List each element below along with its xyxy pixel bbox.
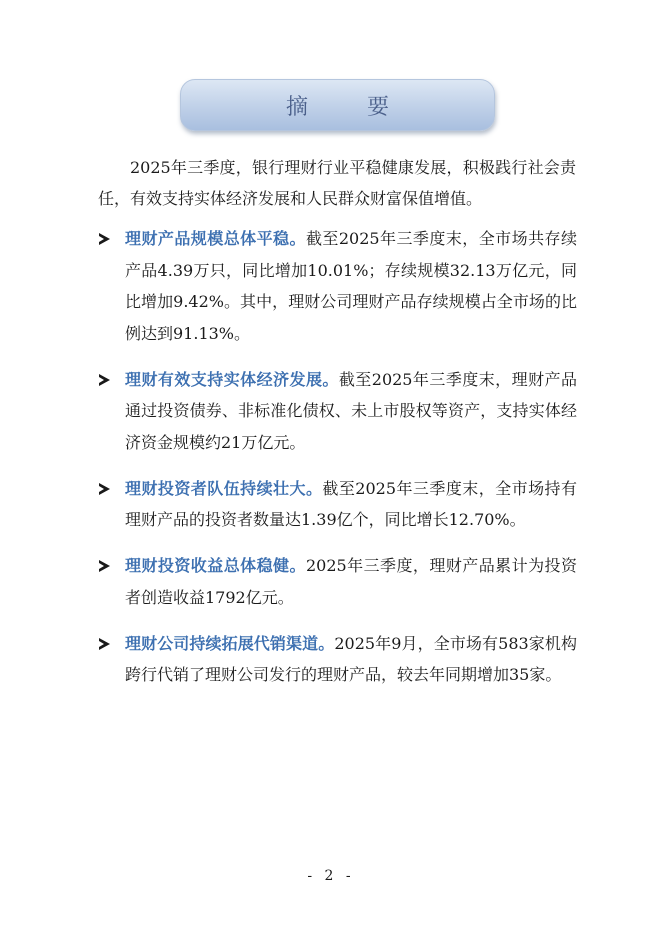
key-point-scale: [97, 223, 577, 349]
intro-paragraph: 2025年三季度，银行理财行业平稳健康发展，积极践行社会责任，有效支持实体经济发展和人民群众财富保值增值。: [98, 158, 576, 208]
key-point-investors: [97, 473, 577, 536]
page-number: - 2 -: [307, 868, 355, 884]
key-point-heading: 理财有效支持实体经济发展。: [125, 369, 339, 389]
arrow-icon: [99, 233, 110, 245]
key-point-body: 2025年三季度，理财产品累计为投资者创造收益1792亿元。: [125, 556, 577, 607]
key-point-body: 截至2025年三季度末，全市场共存续产品4.39万只，同比增加10.01%；存续规模32.13万亿元，同比增加9.42%。其中，理财公司理财产品存续规模占全市场的比例达到91.13%。: [125, 229, 577, 343]
key-point-real-economy: [97, 364, 577, 459]
key-point-returns: [97, 550, 577, 613]
arrow-icon: [99, 483, 110, 495]
arrow-icon: [99, 374, 110, 386]
key-point-body: 2025年9月，全市场有583家机构跨行代销了理财公司发行的理财产品，较去年同期增加35家。: [125, 633, 577, 684]
arrow-icon: [99, 560, 110, 572]
summary-title: 摘 要: [286, 94, 415, 120]
key-point-body: 截至2025年三季度末，理财产品通过投资债券、非标准化债权、未上市股权等资产，支持实体经济资金规模约21万亿元。: [125, 369, 577, 452]
key-point-channels: [97, 628, 577, 691]
key-point-heading: 理财投资者队伍持续壮大。: [125, 478, 323, 498]
key-point-heading: 理财投资收益总体稳健。: [125, 556, 306, 575]
key-point-heading: 理财公司持续拓展代销渠道。: [125, 633, 335, 653]
summary-banner: [180, 79, 495, 131]
arrow-icon: [99, 638, 110, 650]
key-points-list: [97, 223, 577, 705]
key-point-heading: 理财产品规模总体平稳。: [125, 229, 306, 248]
key-point-body: 截至2025年三季度末，全市场持有理财产品的投资者数量达1.39亿个，同比增长12.70%。: [125, 478, 577, 529]
